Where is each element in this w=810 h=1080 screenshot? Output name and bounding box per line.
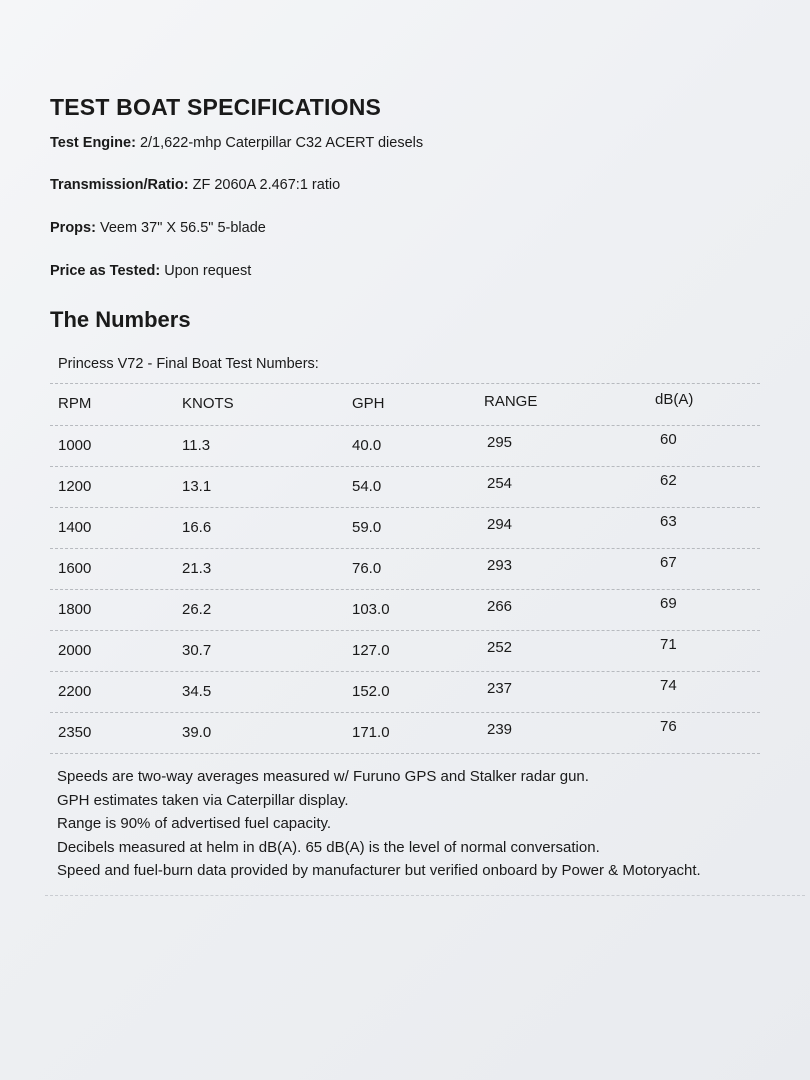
table-rule — [50, 507, 760, 508]
table-cell-dba: 60 — [660, 431, 677, 448]
table-cell-gph: 59.0 — [352, 519, 382, 536]
spec-label: Price as Tested: — [50, 263, 161, 279]
note-line: Decibels measured at helm in dB(A). 65 dB(A) is the level of normal conversation. — [57, 838, 600, 856]
table-cell-dba: 63 — [660, 513, 677, 530]
column-header-dba: dB(A) — [655, 391, 694, 408]
table-cell-range: 266 — [487, 598, 513, 615]
table-cell-rpm: 2000 — [58, 642, 92, 659]
table-cell-gph: 40.0 — [352, 437, 382, 454]
table-cell-range: 252 — [487, 639, 513, 656]
table-cell-dba: 71 — [660, 636, 677, 653]
spec-label: Props: — [50, 220, 96, 236]
table-rule — [50, 630, 760, 631]
table-cell-knots: 34.5 — [182, 683, 212, 700]
table-rule — [50, 589, 760, 590]
spec-label: Test Engine: — [50, 135, 136, 151]
table-cell-knots: 30.7 — [182, 642, 212, 659]
column-header-range: RANGE — [484, 393, 538, 410]
table-cell-range: 254 — [487, 475, 513, 492]
table-cell-gph: 171.0 — [352, 724, 390, 741]
table-cell-rpm: 1400 — [58, 519, 92, 536]
notes — [57, 765, 701, 883]
spec-props — [50, 220, 266, 236]
column-header-gph: GPH — [352, 395, 385, 412]
table-rule — [50, 383, 760, 384]
table-cell-gph: 103.0 — [352, 601, 390, 618]
table-cell-gph: 127.0 — [352, 642, 390, 659]
note-line: Speeds are two-way averages measured w/ Furuno GPS and Stalker radar gun. — [57, 768, 589, 785]
table-cell-range: 239 — [487, 721, 513, 738]
table-cell-dba: 76 — [660, 718, 677, 735]
table-cell-rpm: 2200 — [58, 683, 92, 700]
spec-label: Transmission/Ratio: — [50, 177, 189, 193]
table-cell-range: 293 — [487, 557, 513, 574]
table-cell-rpm: 2350 — [58, 724, 92, 741]
spec-test-engine — [50, 135, 423, 151]
table-cell-range: 294 — [487, 516, 513, 533]
note-line: Speed and fuel-burn data provided by manufacturer but verified onboard by Power & Motoryacht. — [57, 862, 701, 879]
table-cell-knots: 26.2 — [182, 601, 212, 618]
table-cell-rpm: 1200 — [58, 478, 92, 495]
table-cell-rpm: 1600 — [58, 560, 92, 577]
table-cell-knots: 39.0 — [182, 724, 212, 741]
section-title: The Numbers — [50, 307, 191, 332]
table-cell-dba: 74 — [660, 677, 677, 694]
note-line: Range is 90% of advertised fuel capacity. — [57, 815, 332, 832]
spec-value: Veem 37" X 56.5" 5-blade — [99, 220, 266, 236]
table-rule — [50, 712, 760, 713]
table-cell-rpm: 1000 — [58, 437, 92, 454]
table-rule — [50, 671, 760, 672]
table-cell-range: 237 — [487, 680, 513, 697]
page-title: TEST BOAT SPECIFICATIONS — [50, 94, 382, 120]
table-rule — [50, 753, 760, 754]
table-cell-dba: 67 — [660, 554, 677, 571]
table-cell-knots: 13.1 — [182, 478, 212, 495]
spec-value: Upon request — [164, 263, 252, 279]
table-cell-knots: 16.6 — [182, 519, 212, 536]
note-line: GPH estimates taken via Caterpillar display. — [57, 791, 349, 809]
spec-price — [50, 263, 251, 279]
table-cell-rpm: 1800 — [58, 601, 92, 618]
table-cell-dba: 69 — [660, 595, 677, 612]
column-header-rpm: RPM — [58, 395, 92, 412]
spec-value: ZF 2060A 2.467:1 ratio — [192, 177, 341, 193]
column-header-knots: KNOTS — [182, 395, 234, 412]
spec-transmission — [50, 177, 340, 193]
table-cell-gph: 54.0 — [352, 478, 382, 495]
table-rule — [50, 548, 760, 549]
bottom-rule — [45, 895, 805, 896]
table-cell-gph: 76.0 — [352, 560, 382, 577]
spec-value: 2/1,622-mhp Caterpillar C32 ACERT diesels — [139, 135, 424, 151]
table-cell-range: 295 — [487, 434, 513, 451]
table-cell-dba: 62 — [660, 472, 677, 489]
table-rule — [50, 425, 760, 426]
table-rule — [50, 466, 760, 467]
table-cell-knots: 11.3 — [182, 437, 211, 454]
table-caption: Princess V72 - Final Boat Test Numbers: — [58, 356, 319, 372]
table-cell-gph: 152.0 — [352, 683, 390, 700]
table-cell-knots: 21.3 — [182, 560, 212, 577]
